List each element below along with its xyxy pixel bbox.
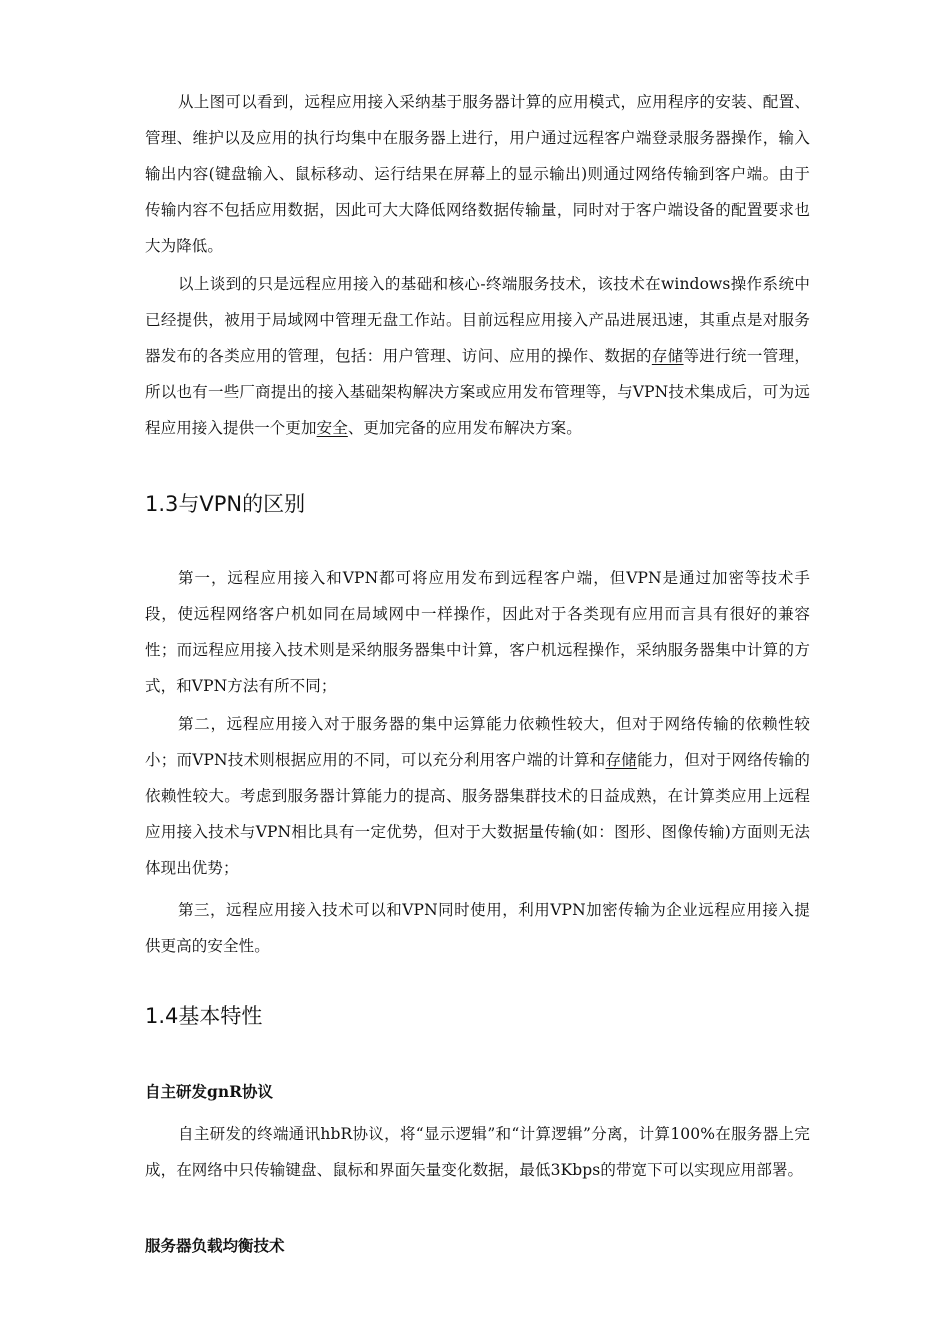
paragraph-text: 、更加完备的应用发布解决方案。 bbox=[347, 419, 582, 437]
paragraph-text: 以上谈到的只是远程应用接入的基础和核心-终端服务技术，该技术在windows操作系统中已经提供，被用于局域网中管理无盘工作站。目前远程应用接入产品进展迅速，其重点是对服务器发布的各类应用的管理，包括：用户管理、访问、应用的操作、数据的 bbox=[145, 275, 810, 365]
storage-link[interactable]: 存储 bbox=[651, 347, 684, 365]
section-heading-vpn-difference: 1.3与VPN的区别 bbox=[145, 492, 306, 516]
paragraph-remote-access-mode: 从上图可以看到，远程应用接入采纳基于服务器计算的应用模式，应用程序的安装、配置、管理、维护以及应用的执行均集中在服务器上进行，用户通过远程客户端登录服务器操作，输入输出内容(键盘输入、鼠标移动、运行结果在屏幕上的显示输出)则通过网络传输到客户端。由于传输内容不包括应用数据，因此可大大降低网络数据传输量，同时对于客户端设备的配置要求也大为降低。 bbox=[145, 93, 810, 255]
paragraph-text: 能力，但对于网络传输的依赖性较大。考虑到服务器计算能力的提高、服务器集群技术的日益成熟，在计算类应用上远程应用接入技术与VPN相比具有一定优势，但对于大数据量传输(如：图形、图像传输)方面则无法体现出优势； bbox=[145, 751, 811, 877]
paragraph-terminal-service bbox=[145, 266, 810, 446]
subheading-load-balancing: 服务器负载均衡技术 bbox=[145, 1236, 285, 1255]
storage-link[interactable]: 存储 bbox=[605, 751, 638, 769]
subheading-protocol: 自主研发gnR协议 bbox=[145, 1082, 273, 1101]
paragraph-second-difference bbox=[145, 706, 810, 886]
paragraph-third-difference: 第三，远程应用接入技术可以和VPN同时使用，利用VPN加密传输为企业远程应用接入提供更高的安全性。 bbox=[145, 901, 810, 955]
paragraph-protocol-description: 自主研发的终端通讯hbR协议，将“显示逻辑”和“计算逻辑”分离，计算100%在服务器上完成，在网络中只传输键盘、鼠标和界面矢量变化数据，最低3Kbps的带宽下可以实现应用部署。 bbox=[145, 1125, 810, 1179]
paragraph-text: 第二，远程应用接入对于服务器的集中运算能力依赖性较大，但对于网络传输的依赖性较小；而VPN技术则根据应用的不同，可以充分利用客户端的计算和 bbox=[145, 715, 810, 769]
section-heading-basic-features: 1.4基本特性 bbox=[145, 1004, 263, 1028]
paragraph-text: 等进行统一管理，所以也有一些厂商提出的接入基础架构解决方案或应用发布管理等，与VPN技术集成后，可为远程应用接入提供一个更加 bbox=[145, 347, 811, 437]
paragraph-first-difference: 第一，远程应用接入和VPN都可将应用发布到远程客户端，但VPN是通过加密等技术手段，使远程网络客户机如同在局域网中一样操作，因此对于各类现有应用而言具有很好的兼容性；而远程应用接入技术则是采纳服务器集中计算，客户机远程操作，采纳服务器集中计算的方式，和VPN方法有所不同； bbox=[145, 569, 810, 695]
security-link[interactable]: 安全 bbox=[316, 419, 348, 437]
